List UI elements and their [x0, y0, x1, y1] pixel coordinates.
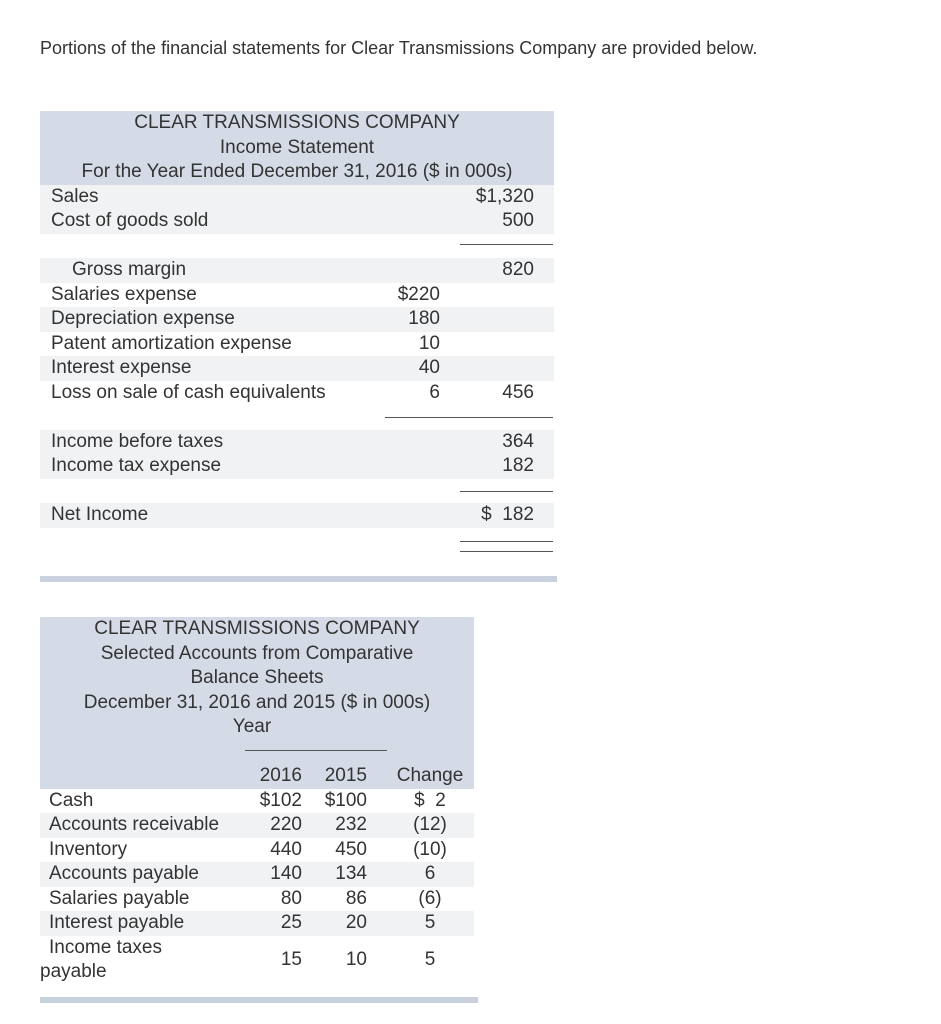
bs-row	[40, 862, 474, 887]
is-bottom-bar	[40, 576, 557, 582]
income-statement-table	[40, 111, 554, 528]
bs-row	[40, 887, 474, 912]
is-rule-net-1	[460, 541, 553, 542]
is-label: Income before taxes	[51, 430, 224, 452]
bs-title-line2: Balance Sheets	[190, 667, 324, 688]
bs-company-name: CLEAR TRANSMISSIONS COMPANY	[94, 618, 420, 639]
bs-row	[40, 813, 474, 838]
bs-value-2016: 140	[270, 863, 302, 884]
is-rule-expenses	[385, 417, 553, 418]
is-label: Depreciation expense	[51, 308, 235, 329]
is-rule-tax	[460, 491, 553, 492]
bs-col-change: Change	[396, 765, 464, 786]
is-row-sales	[40, 185, 554, 210]
is-label: Patent amortization expense	[51, 332, 292, 354]
bs-column-headers	[40, 764, 474, 789]
bs-value-2016: 80	[280, 887, 302, 909]
bs-label	[40, 936, 210, 985]
bs-row-income-taxes-payable	[40, 936, 474, 985]
is-label: Sales	[51, 185, 99, 207]
is-row-net-income	[40, 503, 554, 528]
bs-label: Inventory	[49, 838, 128, 860]
bs-label: Accounts receivable	[49, 814, 220, 835]
is-label: Cost of goods sold	[51, 210, 209, 231]
bs-value-change: (12)	[413, 814, 447, 835]
is-row-salaries	[40, 283, 554, 308]
is-title: Income Statement	[219, 136, 375, 158]
bs-title-line1: Selected Accounts from Comparative	[100, 642, 414, 664]
is-row-patent	[40, 332, 554, 357]
is-company-name: CLEAR TRANSMISSIONS COMPANY	[134, 112, 460, 133]
is-total: 182	[502, 455, 534, 476]
bs-label: Salaries payable	[49, 887, 190, 909]
is-total: 500	[502, 210, 534, 231]
is-row-income-before-taxes	[40, 430, 554, 455]
bs-col-2015: 2015	[324, 765, 367, 786]
bs-period: December 31, 2016 and 2015 ($ in 000s)	[83, 691, 431, 713]
is-rule-net-2	[460, 551, 553, 552]
is-label: Salaries expense	[51, 283, 197, 305]
bs-value-change: (10)	[413, 838, 447, 860]
bs-value-2015: 10	[345, 948, 367, 970]
is-amount: 180	[408, 308, 440, 329]
bs-value-2016: 440	[270, 838, 302, 860]
bs-value-2015: 86	[345, 887, 367, 909]
bs-label: Interest payable	[49, 912, 185, 933]
is-row-loss	[40, 381, 554, 406]
is-label: Gross margin	[72, 259, 187, 280]
bs-value-2015: $100	[324, 789, 367, 811]
bs-year-label: Year	[232, 716, 272, 737]
is-period: For the Year Ended December 31, 2016 ($ in 000s)	[81, 161, 513, 182]
bs-row	[40, 789, 474, 814]
bs-value-2016: 25	[280, 912, 302, 933]
bs-value-2015: 134	[335, 863, 367, 884]
bs-label-line2: payable	[40, 961, 107, 982]
bs-row	[40, 838, 474, 863]
is-total: $1,320	[475, 185, 534, 207]
bs-value-change: $ 2	[414, 789, 446, 811]
intro-text: Portions of the financial statements for Clear Transmissions Company are provided below.	[40, 38, 758, 58]
bs-col-2016: 2016	[259, 765, 302, 786]
balance-sheet-table	[40, 617, 474, 985]
is-row-cogs	[40, 209, 554, 234]
is-amount: 40	[418, 357, 440, 378]
bs-value-change: 5	[424, 948, 436, 970]
is-row-income-tax	[40, 454, 554, 479]
is-total: 364	[502, 430, 534, 452]
is-total: 820	[502, 259, 534, 280]
is-row-depreciation	[40, 307, 554, 332]
is-rule-cogs	[460, 244, 553, 245]
balance-sheet-header	[40, 617, 474, 789]
bs-value-change: 5	[424, 912, 436, 933]
bs-value-change: 6	[424, 863, 436, 884]
bs-label: Accounts payable	[49, 863, 199, 884]
is-label: Interest expense	[51, 357, 192, 378]
bs-row	[40, 911, 474, 936]
bs-bottom-bar	[40, 997, 478, 1003]
bs-value-change: (6)	[418, 887, 442, 909]
bs-value-2016: $102	[259, 789, 302, 811]
bs-value-2016: 15	[280, 948, 302, 970]
bs-value-2015: 20	[345, 912, 367, 933]
bs-value-2015: 232	[335, 814, 367, 835]
bs-label-line1: Income taxes	[49, 936, 162, 958]
is-label: Net Income	[51, 504, 149, 525]
bs-header-spacer	[40, 740, 474, 765]
bs-label: Cash	[49, 789, 94, 811]
is-row-spacer	[40, 234, 554, 259]
bs-value-2016: 220	[270, 814, 302, 835]
bs-value-2015: 450	[335, 838, 367, 860]
is-total: $ 182	[481, 504, 534, 525]
is-label: Loss on sale of cash equivalents	[51, 381, 326, 403]
is-amount: $220	[397, 283, 440, 305]
is-label: Income tax expense	[51, 455, 222, 476]
is-amount: 10	[418, 332, 440, 354]
income-statement-header	[40, 111, 554, 185]
is-amount: 6	[429, 381, 440, 403]
is-row-gross-margin	[40, 258, 554, 283]
is-total: 456	[502, 381, 534, 403]
bs-year-rule	[245, 750, 387, 751]
is-row-interest	[40, 356, 554, 381]
